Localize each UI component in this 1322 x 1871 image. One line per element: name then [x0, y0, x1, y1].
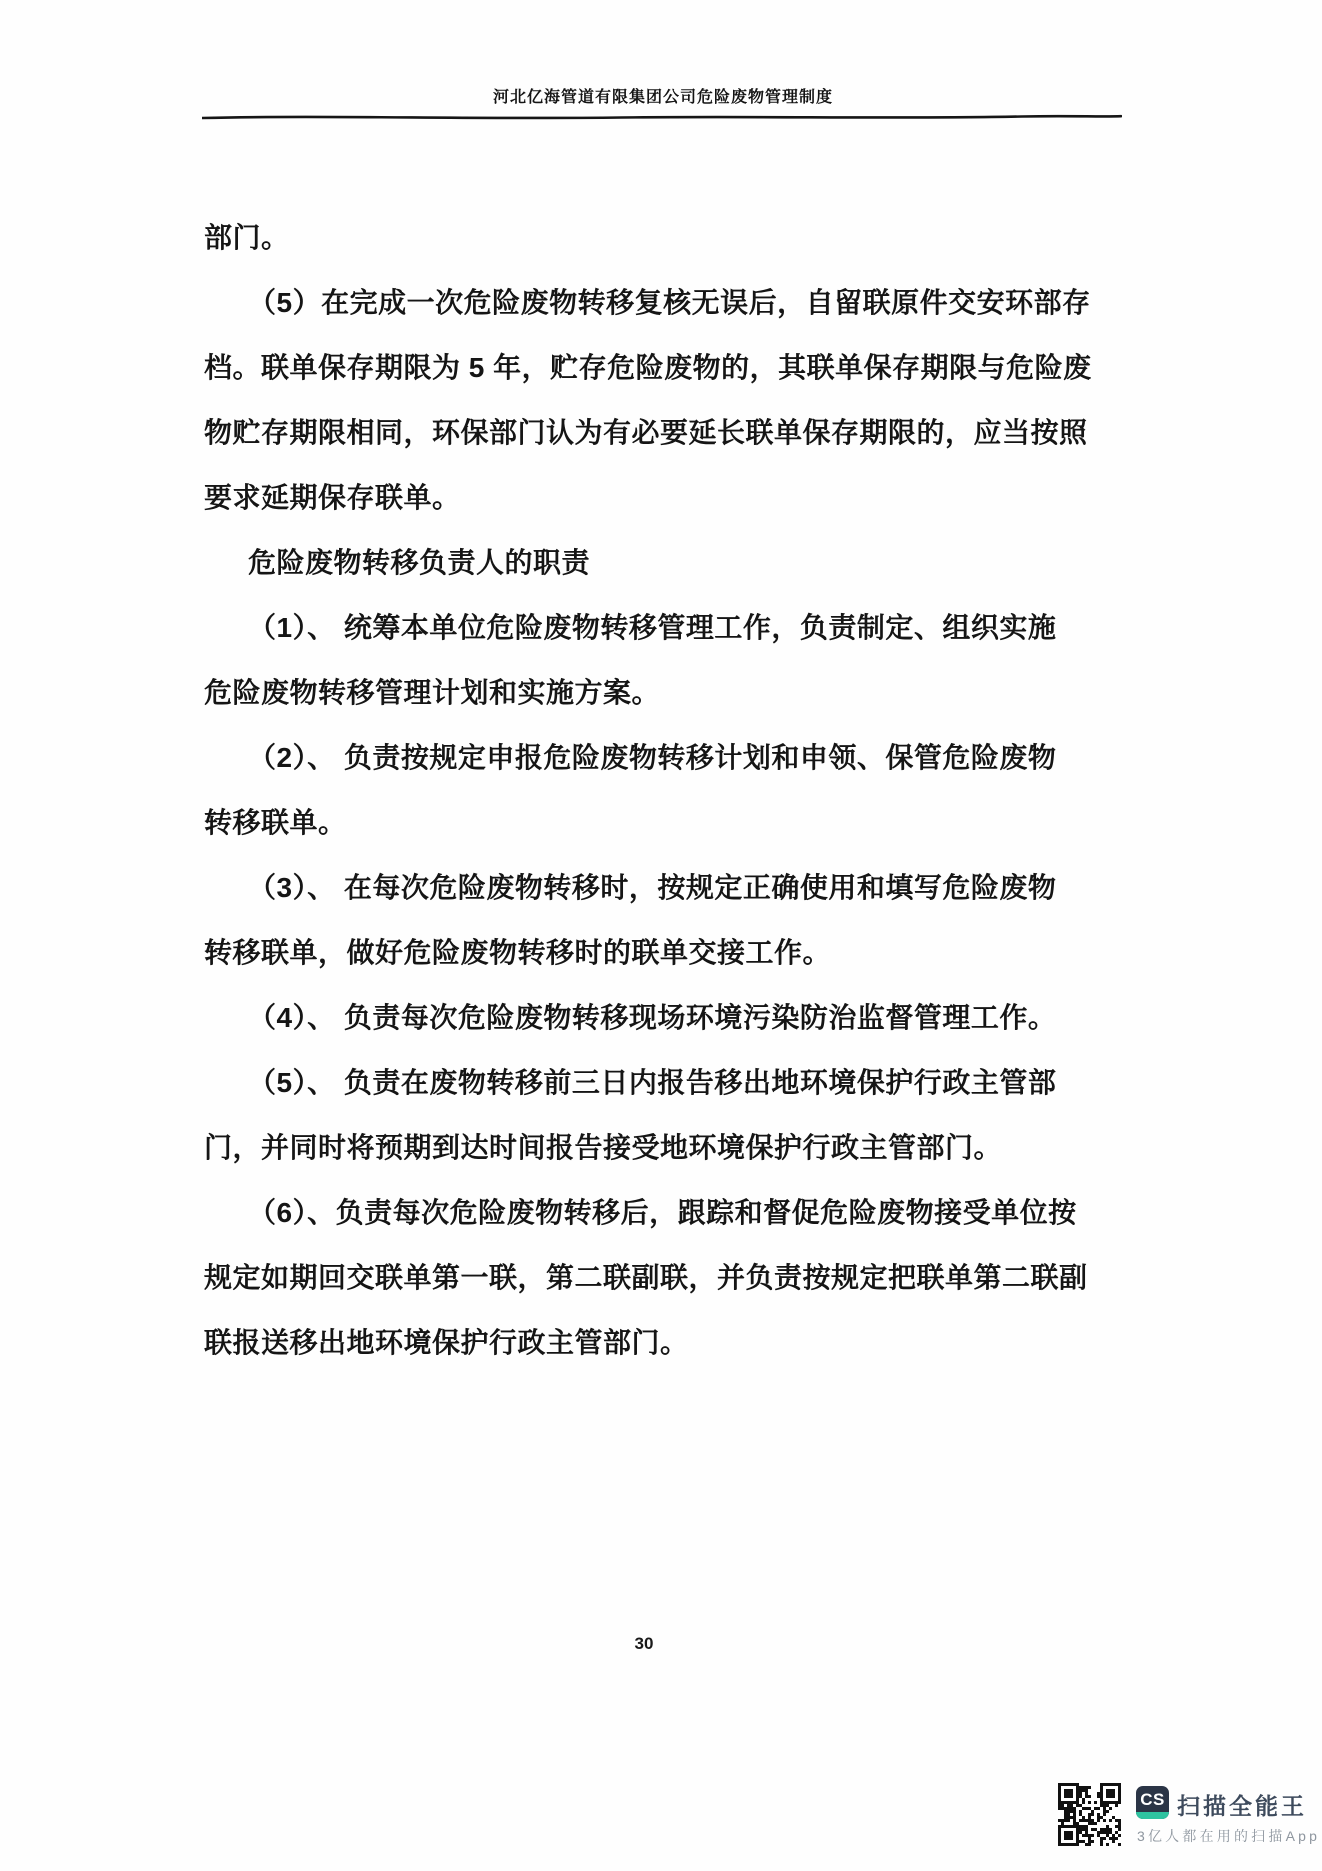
text-line: （5）、 负责在废物转移前三日内报告移出地环境保护行政主管部	[248, 1067, 1057, 1098]
text-line: 危险废物转移管理计划和实施方案。	[204, 677, 661, 708]
camscanner-logo-green-bar	[1136, 1812, 1169, 1819]
text-line: 要求延期保存联单。	[204, 482, 461, 513]
camscanner-watermark	[1056, 1780, 1321, 1852]
text-line: （4）、 负责每次危险废物转移现场环境污染防治监督管理工作。	[248, 1002, 1057, 1033]
camscanner-tagline: 3亿人都在用的扫描App	[1137, 1828, 1321, 1844]
document-body	[204, 205, 1116, 1375]
text-line: 档。联单保存期限为 5 年，贮存危险废物的，其联单保存期限与危险废	[204, 352, 1092, 383]
camscanner-logo-text: CS	[1140, 1790, 1165, 1809]
camscanner-logo-icon	[1136, 1786, 1169, 1819]
text-line: 转移联单。	[204, 807, 347, 838]
document-header-title: 河北亿海管道有限集团公司危险废物管理制度	[492, 89, 833, 106]
camscanner-app-name: 扫描全能王	[1177, 1793, 1307, 1819]
text-line: 危险废物转移负责人的职责	[248, 547, 591, 578]
text-line: 转移联单，做好危险废物转移时的联单交接工作。	[204, 937, 832, 968]
text-line: 部门。	[204, 222, 290, 253]
text-line: 物贮存期限相同，环保部门认为有必要延长联单保存期限的，应当按照	[204, 417, 1088, 448]
text-line: 规定如期回交联单第一联，第二联副联，并负责按规定把联单第二联副	[204, 1262, 1088, 1293]
text-line: 联报送移出地环境保护行政主管部门。	[204, 1327, 689, 1358]
header-rule-line	[202, 112, 1122, 122]
text-line: （1）、 统筹本单位危险废物转移管理工作，负责制定、组织实施	[248, 612, 1057, 643]
text-line: 门，并同时将预期到达时间报告接受地环境保护行政主管部门。	[204, 1132, 1003, 1163]
text-line: （2）、 负责按规定申报危险废物转移计划和申领、保管危险废物	[248, 742, 1057, 773]
document-header	[204, 84, 1122, 107]
page-number: 30	[634, 1634, 654, 1653]
qr-code-icon	[1058, 1783, 1121, 1846]
text-line: （6）、负责每次危险废物转移后，跟踪和督促危险废物接受单位按	[248, 1197, 1077, 1228]
text-line: （5）在完成一次危险废物转移复核无误后，自留联原件交安环部存	[248, 287, 1091, 318]
text-line: （3）、 在每次危险废物转移时，按规定正确使用和填写危险废物	[248, 872, 1057, 903]
